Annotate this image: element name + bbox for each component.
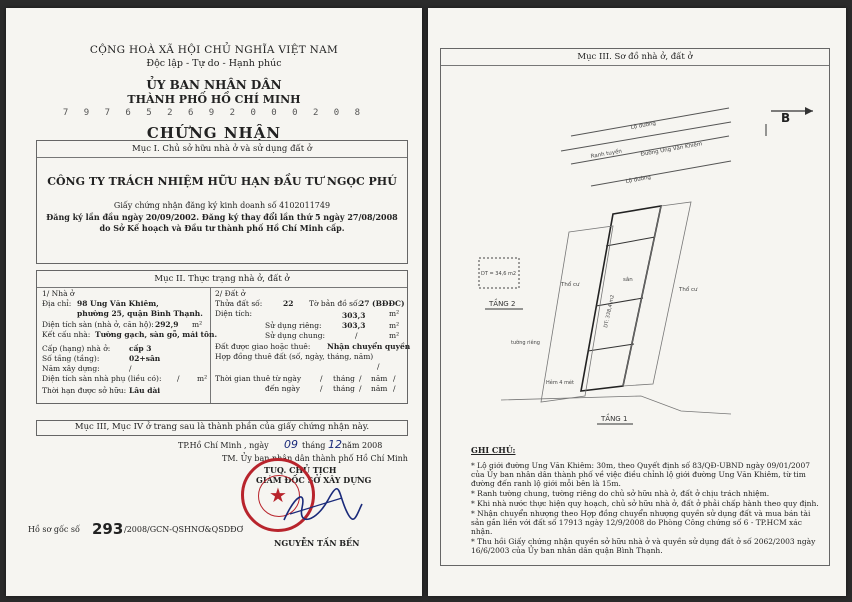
record-number: 293 xyxy=(92,520,124,538)
note-item-2: * Ranh tường chung, tường riêng do chủ sở hữu nhà ở, đất ở chịu trách nhiệm. xyxy=(471,489,770,498)
contract-label: Hợp đồng thuê đất (số, ngày, tháng, năm) xyxy=(215,352,374,361)
structure-value: Tường gạch, sàn gỗ, mái tôn. xyxy=(95,330,218,339)
section-1-box xyxy=(36,140,408,264)
house-heading: 1/ Nhà ở xyxy=(42,289,75,298)
date-prefix: TP.Hồ Chí Minh , ngày xyxy=(178,441,269,450)
ownership-term-value: Lâu dài xyxy=(129,386,161,395)
street-label-1: Lộ đường xyxy=(630,120,657,131)
area-label: Diện tích: xyxy=(215,309,253,318)
registration-line-3: do Sở Kế hoạch và Đầu tư thành phố Hồ Chí Minh cấp. xyxy=(99,223,345,233)
common-use-label: Sử dụng chung: xyxy=(265,331,326,340)
lease-to-month: / xyxy=(359,384,362,393)
neighbor-label: tường riêng xyxy=(511,340,540,346)
common-use-unit: m² xyxy=(389,331,400,340)
inset-area-label: DT = 34,6 m2 xyxy=(481,271,517,277)
registration-line-1: Giấy chứng nhận đăng ký kinh doanh số 4102011749 xyxy=(113,201,331,210)
built-year-label: Năm xây dựng: xyxy=(42,364,100,373)
note-item-5: * Thu hồi Giấy chứng nhận quyền sở hữu nhà ở và quyền sử dụng đất ở số 2062/2003 ngày 16/6/2003 của Ủy ban nhân dân quận Bình Thạnh. xyxy=(471,537,816,555)
shared-area-label: Diện tích sàn nhà phụ (liều có): xyxy=(42,374,162,383)
origin-label: Đất được giao hoặc thuê: xyxy=(215,342,311,351)
lease-to-day: / xyxy=(320,384,323,393)
certificate-front-page xyxy=(6,8,422,596)
section-1-title: Mục I. Chủ sở hữu nhà ở và sử dụng đất ở xyxy=(132,144,312,154)
date-year-label: năm xyxy=(342,441,360,450)
date-month: 12 xyxy=(328,438,342,451)
address-value: 98 Ung Văn Khiêm, xyxy=(77,299,159,308)
section-2-box xyxy=(36,270,411,404)
ownership-term-label: Thời hạn được sở hữu: xyxy=(42,386,127,395)
street-label-3: Đường Ung Văn Khiêm xyxy=(640,141,703,158)
built-year-value: / xyxy=(129,364,132,373)
parcel-value: 22 xyxy=(283,299,294,308)
seal-star-icon: ★ xyxy=(269,483,287,507)
motto: Độc lập - Tự do - Hạnh phúc xyxy=(146,58,282,69)
site-plan-diagram xyxy=(441,66,829,438)
certificate-back-page xyxy=(428,8,846,596)
room-label-2: Thổ cư xyxy=(561,282,580,288)
note-item-4: * Nhận chuyển nhượng theo Hợp đồng chuyển nhượng quyền sử dụng đất và mua bán tài sản gắn liền với đất số 17913 ngày 12/9/2008 do Phòng Công chứng số 6 - TP.HCM xác nhận. xyxy=(471,509,811,536)
signature-line-2: TUQ. CHỦ TỊCH xyxy=(264,465,337,475)
section-3-title: Mục III. Sơ đồ nhà ở, đất ở xyxy=(577,52,693,62)
street-label-2: Ranh tuyến xyxy=(590,148,623,160)
land-heading: 2/ Đất ở xyxy=(215,289,246,298)
date-day: 09 xyxy=(284,438,298,451)
street-label-4: Lộ đường xyxy=(625,174,652,185)
notes-list xyxy=(471,461,821,556)
neighbor-label-2: Hẻm 4 mét xyxy=(546,380,574,386)
registration-line-2: Đăng ký lần đầu ngày 20/09/2002. Đăng ký thay đổi lần thứ 5 ngày 27/08/2008 xyxy=(46,212,398,222)
lease-to-label: đến ngày xyxy=(265,384,300,393)
shared-area-unit: m² xyxy=(197,374,208,383)
floor-1-label: TẦNG 1 xyxy=(601,415,628,423)
grade-label: Cấp (hạng) nhà ở: xyxy=(42,344,111,353)
date-year: 2008 xyxy=(362,441,383,450)
map-sheet-label: Tờ bản đồ số: xyxy=(309,299,361,308)
parcel-outline xyxy=(581,206,661,391)
floor-2-label: TẦNG 2 xyxy=(489,300,516,308)
owner-name: CÔNG TY TRÁCH NHIỆM HỮU HẠN ĐẦU TƯ NGỌC PHÚ xyxy=(47,175,397,188)
signer-name: NGUYỄN TẤN BẾN xyxy=(274,538,360,548)
floor-area-value: 292,9 xyxy=(155,320,179,329)
shared-area-value: / xyxy=(177,374,180,383)
notes-title: GHI CHÚ: xyxy=(471,445,516,455)
serial-number: 7 9 7 6 5 2 6 9 2 0 0 0 2 0 8 xyxy=(62,108,366,118)
lease-to-year: / xyxy=(393,384,396,393)
area-value: 303,3 xyxy=(342,311,366,320)
signature-line-1: TM. Ủy ban nhân dân thành phố Hồ Chí Minh xyxy=(222,454,408,463)
private-use-value: 303,3 xyxy=(342,321,366,330)
handwritten-signature xyxy=(276,486,366,530)
floor-area-unit: m² xyxy=(192,320,203,329)
lease-from-label: Thời gian thuê từ ngày xyxy=(215,374,302,383)
certificate-title: CHỨNG NHẬN xyxy=(146,124,282,142)
room-label-3: Thổ cư xyxy=(679,287,698,293)
address-value-2: phường 25, quận Bình Thạnh. xyxy=(77,309,203,318)
address-label: Địa chỉ: xyxy=(42,299,72,308)
lease-from-year-label: năm xyxy=(371,374,388,383)
contract-value: / xyxy=(377,362,380,371)
floors-value: 02+sân xyxy=(129,354,161,363)
map-sheet-value: 27 (BĐĐC) xyxy=(359,299,405,308)
parcel-area-label: DT: 338,4 m2 xyxy=(603,294,616,329)
lease-to-year-label: năm xyxy=(371,384,388,393)
republic-heading: CỘNG HOÀ XÃ HỘI CHỦ NGHĨA VIỆT NAM xyxy=(89,44,339,56)
record-suffix: /2008/GCN-QSHNƠ&QSDĐƠ xyxy=(124,525,244,534)
origin-value: Nhận chuyển quyền xyxy=(327,342,411,351)
section-2-title: Mục II. Thực trạng nhà ở, đất ở xyxy=(154,274,290,284)
lease-from-month: / xyxy=(359,374,362,383)
area-unit: m² xyxy=(389,309,400,318)
section-3-note-box xyxy=(36,420,408,436)
structure-label: Kết cấu nhà: xyxy=(42,330,91,339)
floors-label: Số tầng (tầng): xyxy=(42,354,100,363)
authority-heading: ỦY BAN NHÂN DÂN xyxy=(146,78,282,92)
lease-from-day: / xyxy=(320,374,323,383)
lease-from-month-label: tháng xyxy=(333,374,355,383)
lease-from-year: / xyxy=(393,374,396,383)
north-label: B xyxy=(781,111,791,125)
private-use-label: Sử dụng riêng: xyxy=(265,321,322,330)
floor-area-label: Diện tích sàn (nhà ở, căn hộ): xyxy=(42,320,154,329)
parcel-label: Thửa đất số: xyxy=(215,299,263,308)
section-3-note: Mục III, Mục IV ở trang sau là thành phần của giấy chứng nhận này. xyxy=(74,422,370,432)
record-label: Hồ sơ gốc số xyxy=(28,525,80,534)
lease-to-month-label: tháng xyxy=(333,384,355,393)
section-3-box xyxy=(440,48,830,566)
note-item-1: * Lộ giới đường Ung Văn Khiêm: 30m, theo Quyết định số 83/QĐ-UBND ngày 09/01/2007 của Ủy ban nhân dân thành phố về việc điều chỉnh lộ giới đường Ung Văn Khiêm, từ tim đường đến ranh lộ giới mỗi bên là 15m. xyxy=(471,461,811,488)
common-use-value: / xyxy=(355,331,358,340)
note-item-3: * Khi nhà nước thực hiện quy hoạch, chủ sở hữu nhà ở, đất ở phải chấp hành theo quy định. xyxy=(471,499,819,508)
room-label: sân xyxy=(623,277,633,283)
signature-line-3: GIÁM ĐỐC SỞ XÂY DỰNG xyxy=(256,475,372,485)
grade-value: cấp 3 xyxy=(129,344,152,353)
city-heading: THÀNH PHỐ HỒ CHÍ MINH xyxy=(127,93,301,106)
date-month-label: tháng xyxy=(302,441,326,450)
private-use-unit: m² xyxy=(389,321,400,330)
